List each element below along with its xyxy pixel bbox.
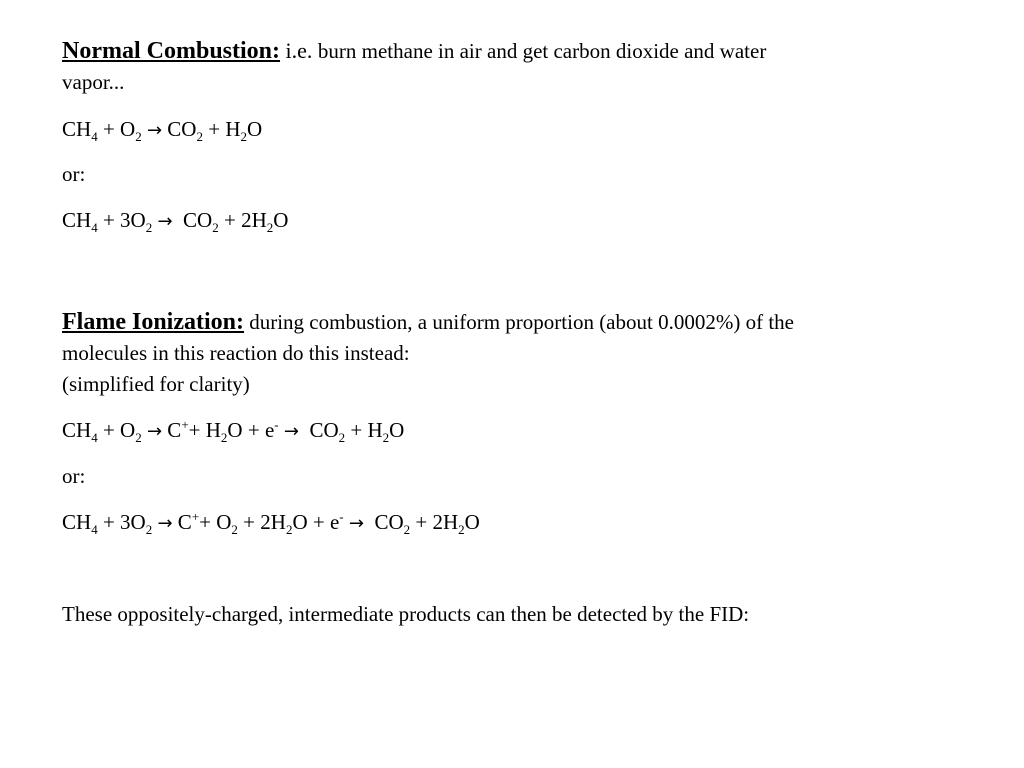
normal-combustion-line-1 [62,35,766,67]
fid-detection-text: These oppositely-charged, intermediate products can then be detected by the FID: [62,602,750,626]
equation-3: $CH_4 + O_2 \to C^++ H_2O + e^- \to CO_2 + H_2O$ [62,417,405,445]
arrow-icon: → [283,421,299,442]
flame-or-1: or: [62,464,86,488]
flame-ionization-text-2: molecules in this reaction do this instead: [62,341,410,365]
flame-ionization-text-3: (simplified for clarity) [62,372,250,396]
flame-ionization-line-1 [62,307,794,338]
normal-or-1: or: [62,162,86,186]
normal-combustion-heading: Normal Combustion: [62,38,281,64]
normal-combustion-text-2: vapor... [62,70,125,94]
flame-ionization-line-3 [62,369,250,400]
normal-combustion-text-1: burn methane in air and get carbon dioxide and water [317,39,767,63]
flame-ionization-heading: Flame Ionization: [62,309,244,335]
flame-ionization-line-2 [62,338,410,369]
arrow-icon: → [157,513,173,534]
arrow-icon: → [146,421,163,442]
equation-2: $CH_4 + 3O_2 \to CO_2 + 2H_2O$ [62,208,289,235]
arrow-icon: → [146,120,163,141]
normal-combustion-ie: i.e. [280,38,318,63]
flame-ionization-text-1: during combustion, a uniform proportion (about 0.0002%) of the [243,310,794,334]
normal-combustion-line-2 [62,67,124,98]
equation-4: $CH_4 + 3O_2 \to C^++ O_2 + 2H_2O + e^- \to CO_2 + 2H_2O$ [62,509,480,537]
equation-1: $CH_4 + O_2 \to CO_2 + H_2O$ [62,117,263,144]
arrow-icon: → [157,211,173,232]
arrow-icon: → [348,513,364,534]
